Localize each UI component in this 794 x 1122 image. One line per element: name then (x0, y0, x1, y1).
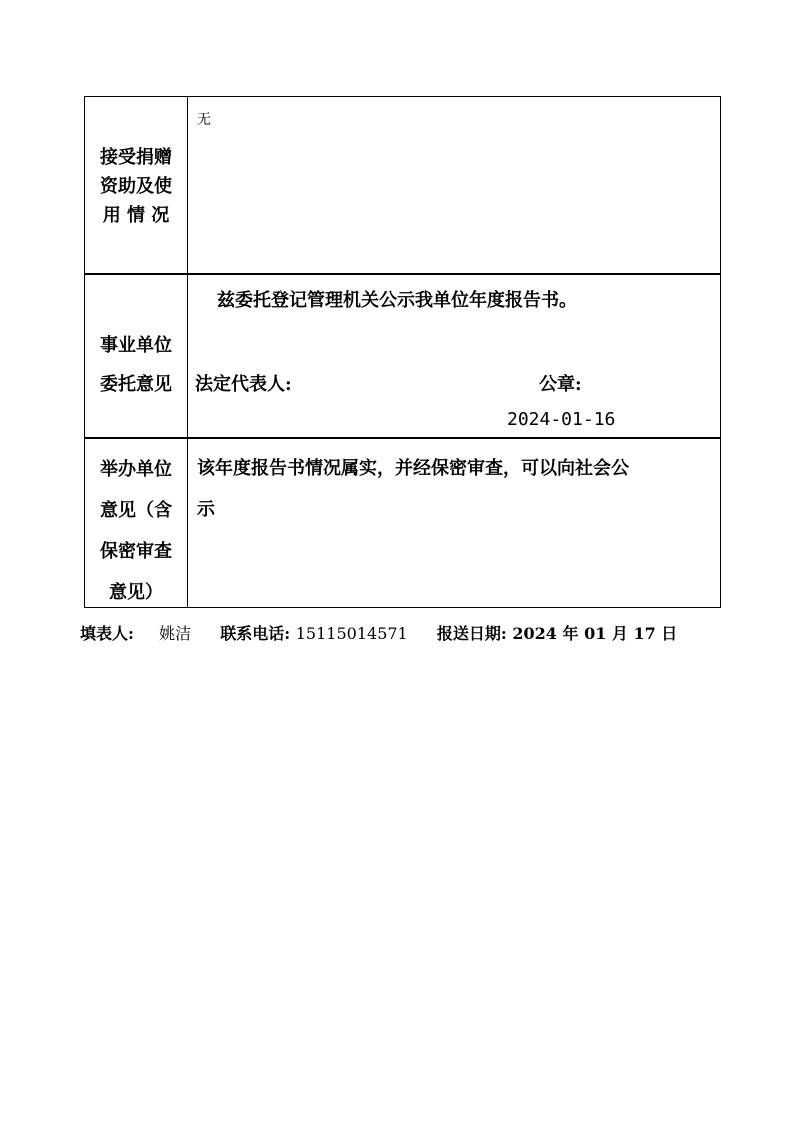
report-table (84, 96, 721, 608)
label-line: 事业单位 (100, 335, 172, 356)
label-line: 举办单位 (100, 459, 172, 480)
label-line: 用 情 况 (102, 205, 170, 226)
label-line: 委托意见 (100, 374, 172, 395)
filler-label: 填表人: (80, 624, 134, 643)
footer (80, 621, 677, 644)
label-line: 接受捐赠 (100, 147, 172, 168)
donation-label (85, 143, 187, 230)
donation-content: 无 (197, 112, 211, 128)
sponsor-text-line2: 示 (197, 499, 215, 520)
entrust-label (85, 326, 187, 404)
seal-label: 公章: (539, 374, 582, 395)
entrust-date: 2024-01-16 (507, 409, 616, 430)
row-divider (85, 273, 720, 275)
label-line: 保密审查 (100, 541, 172, 562)
submit-date-label: 报送日期: (436, 624, 507, 643)
label-line: 意见（含 (100, 500, 172, 521)
label-line: 意见） (109, 582, 163, 603)
legal-rep-label: 法定代表人: (195, 374, 292, 395)
label-line: 资助及使 (100, 176, 172, 197)
filler-value: 姚洁 (159, 624, 192, 643)
phone-label: 联系电话: (220, 624, 291, 643)
column-divider (187, 97, 188, 607)
entrust-text: 兹委托登记管理机关公示我单位年度报告书。 (217, 290, 577, 311)
row-divider (85, 437, 720, 439)
submit-date-value: 2024 年 01 月 17 日 (512, 624, 678, 643)
sponsor-label (85, 449, 187, 613)
phone-value: 15115014571 (295, 624, 408, 643)
sponsor-text-line1: 该年度报告书情况属实，并经保密审查，可以向社会公 (197, 458, 629, 479)
